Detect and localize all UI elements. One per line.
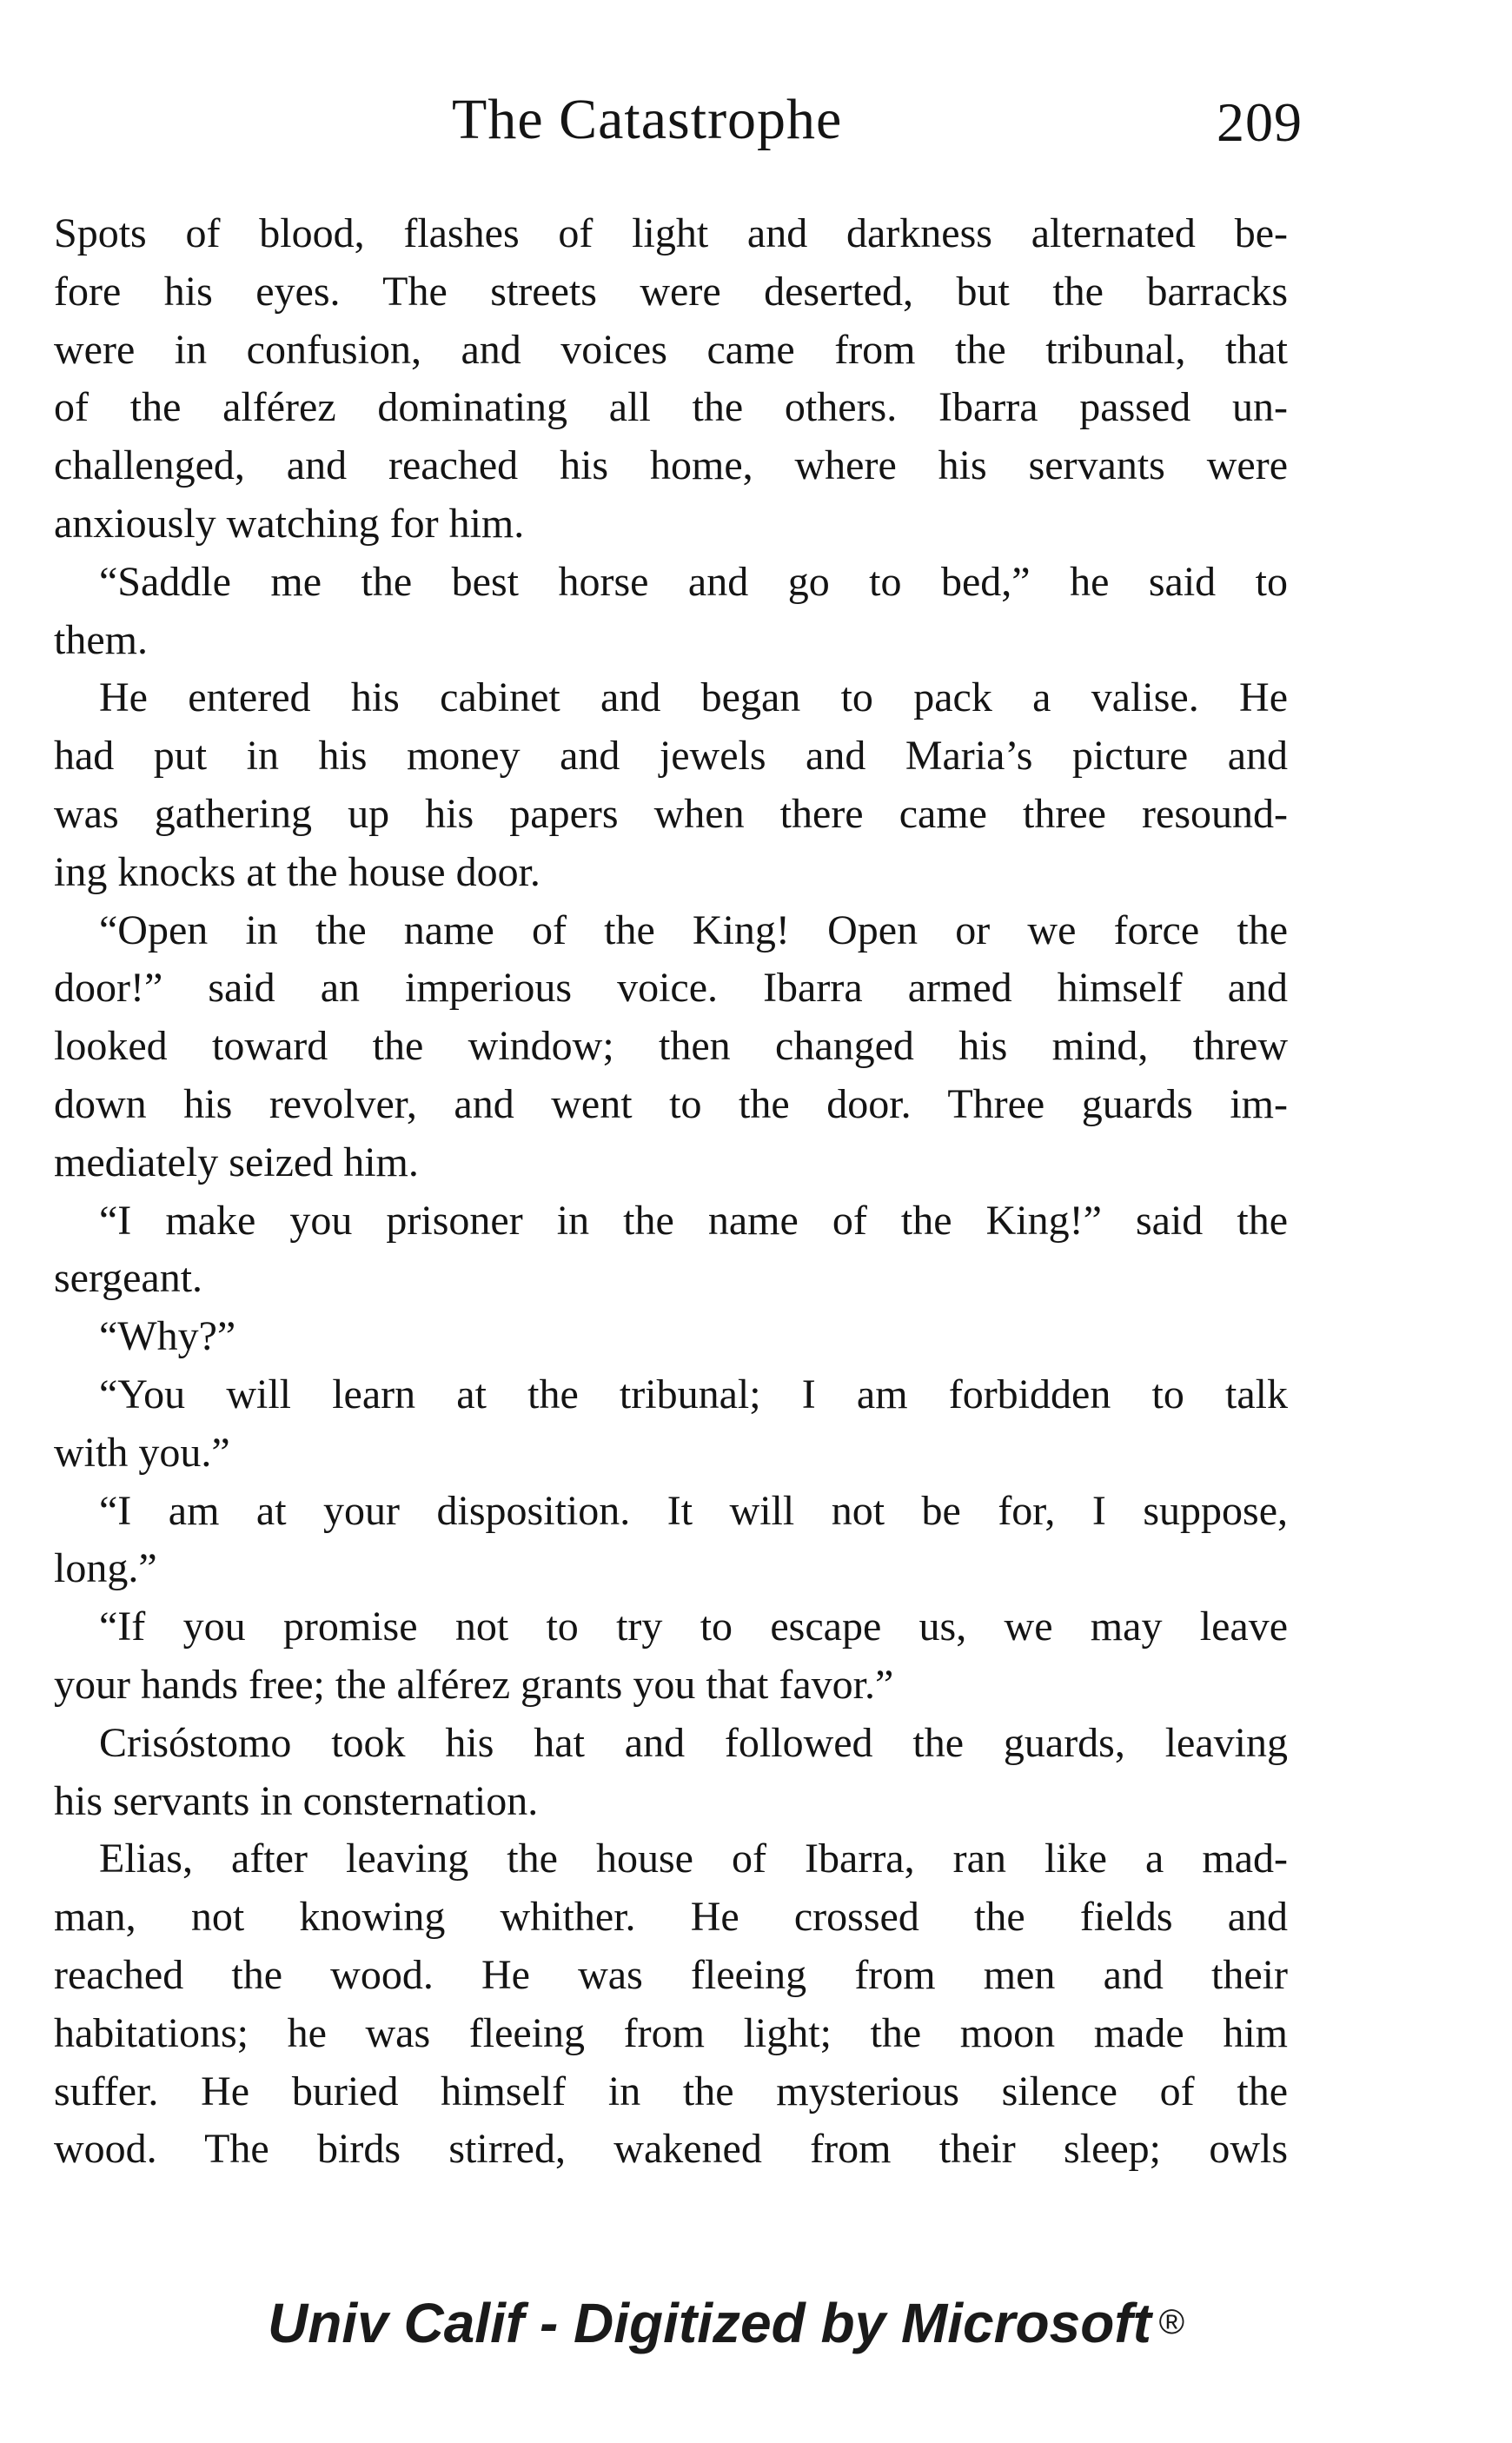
text-line: challenged, and reached his home, where his servants were	[54, 442, 1288, 489]
text-line: habitations; he was fleeing from light; the moon made him	[54, 2009, 1288, 2056]
text-line: Elias, after leaving the house of Ibarra, ran like a mad-	[99, 1836, 1288, 1882]
text-line: Spots of blood, flashes of light and darkness alternated be-	[54, 210, 1288, 256]
text-line: with you.”	[54, 1429, 230, 1476]
text-line: looked toward the window; then changed his mind, threw	[54, 1023, 1288, 1070]
registered-trademark-icon: ®	[1157, 2303, 1184, 2341]
text-line: suffer. He buried himself in the mysterious silence of the	[54, 2068, 1288, 2114]
text-line: had put in his money and jewels and Maria’s picture and	[54, 733, 1288, 780]
text-line: your hands free; the alférez grants you that favor.”	[54, 1661, 894, 1708]
text-line: “You will learn at the tribunal; I am forbidden to talk	[99, 1371, 1288, 1417]
text-line: mediately seized him.	[54, 1139, 419, 1185]
running-title: The Catastrophe	[452, 88, 843, 151]
page-number: 209	[1217, 91, 1303, 153]
text-line: sergeant.	[54, 1255, 203, 1302]
text-line: anxiously watching for him.	[54, 500, 525, 547]
text-line: wood. The birds stirred, wakened from their sleep; owls	[54, 2126, 1288, 2173]
text-line: Crisóstomo took his hat and followed the guards, leaving	[99, 1719, 1288, 1766]
text-line: “I make you prisoner in the name of the King!” said the	[99, 1197, 1288, 1244]
text-line: “Open in the name of the King! Open or we force the	[99, 906, 1288, 953]
digitization-watermark	[268, 2291, 1310, 2355]
text-line: them.	[54, 616, 148, 663]
running-head	[0, 87, 1512, 165]
text-line: door!” said an imperious voice. Ibarra armed himself and	[54, 965, 1288, 1012]
text-line: fore his eyes. The streets were deserted, but the barracks	[54, 268, 1288, 315]
text-line: “If you promise not to try to escape us, we may leave	[99, 1603, 1288, 1650]
text-line: “I am at your disposition. It will not be for, I suppose,	[99, 1487, 1288, 1534]
text-line: reached the wood. He was fleeing from men and their	[54, 1951, 1288, 1998]
text-line: “Saddle me the best horse and go to bed,” he said to	[99, 558, 1288, 605]
text-line: ing knocks at the house door.	[54, 848, 540, 895]
text-line: were in confusion, and voices came from the tribunal, that	[54, 326, 1288, 373]
text-line: his servants in consternation.	[54, 1777, 539, 1824]
text-line: down his revolver, and went to the door. Three guards im-	[54, 1080, 1288, 1127]
text-line: long.”	[54, 1545, 157, 1592]
text-line: man, not knowing whither. He crossed the fields and	[54, 1894, 1288, 1941]
body-text	[54, 205, 1288, 2179]
text-line: of the alférez dominating all the others. Ibarra passed un-	[54, 384, 1288, 431]
text-line: “Why?”	[99, 1313, 236, 1360]
text-line: was gathering up his papers when there came three resound-	[54, 790, 1288, 837]
watermark-text: Univ Calif - Digitized by Microsoft	[268, 2292, 1151, 2354]
text-line: He entered his cabinet and began to pack a valise. He	[99, 674, 1288, 721]
